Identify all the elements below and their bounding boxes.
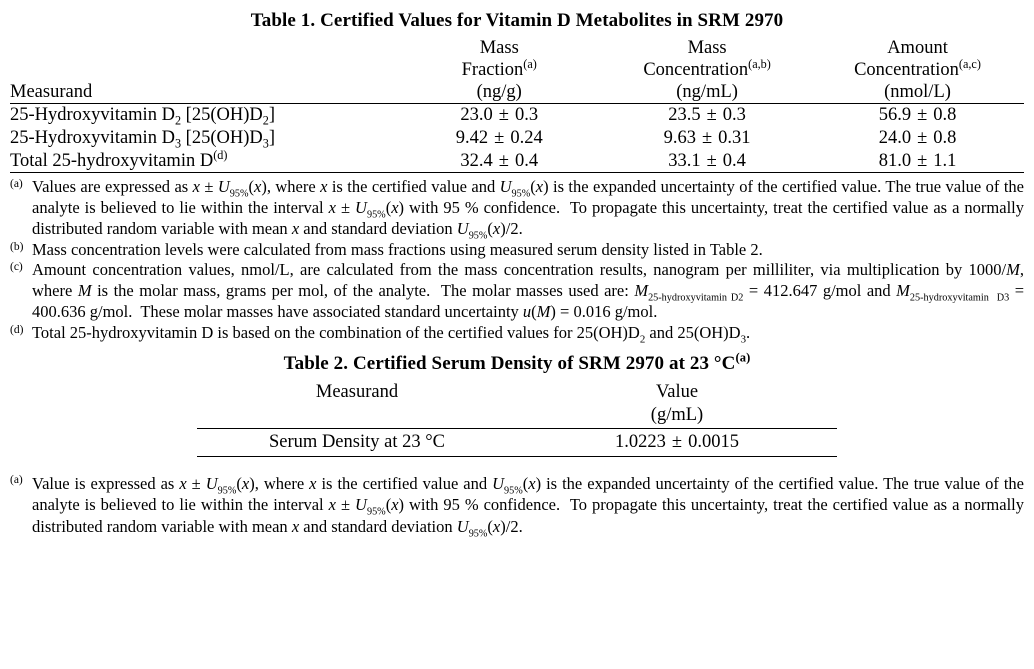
measurand-text: 25-Hydroxyvitamin D (10, 128, 175, 149)
header-units: (nmol/L) (884, 81, 951, 102)
uncertainty: 1.1 (933, 150, 957, 171)
uncertainty: 0.31 (718, 128, 751, 149)
row-amount-concentration (811, 127, 1024, 150)
footnote-text: Value is expressed as $x \pm U_{95\%}(x)$, where x is the certified value and $U_{95\%}(x)$ is the expanded uncertainty of the certified value. The true value of the analyte is believed to lie within the interval $x \pm U_{95\%}(x)$ with 95 % confidence. To propagate this uncertainty, treat the certified value as a normally distributed random variable with mean x and standard deviation $U_{95\%}(x)/2$. (32, 473, 1024, 539)
table2-row-value (517, 428, 837, 456)
table-row (10, 150, 1024, 173)
table1-header-measurand: Measurand (10, 82, 93, 103)
header-units: (ng/mL) (676, 81, 738, 102)
value: 24.0 (878, 128, 912, 149)
measurand-text2: [25(OH)D (181, 128, 263, 149)
header-line1: Amount (887, 38, 948, 58)
header-line1: Mass (479, 38, 519, 58)
measurand-text: 25-Hydroxyvitamin D (10, 105, 175, 126)
table2-title (10, 353, 1024, 375)
measurand-subscript2: 3 (262, 136, 269, 151)
footnote-text: Mass concentration levels were calculated from mass fractions using measured serum density listed in Table 2. (32, 239, 763, 259)
value: 32.4 (460, 150, 493, 171)
uncertainty: 0.4 (514, 150, 539, 171)
plus-minus-symbol: ± (917, 105, 928, 126)
uncertainty: 0.24 (510, 128, 543, 149)
value: 81.0 (878, 150, 912, 171)
header-line2: Concentration (643, 59, 749, 80)
table2-header-value (517, 381, 837, 428)
row-measurand (10, 104, 395, 127)
plus-minus-symbol: ± (706, 105, 717, 126)
plus-minus-symbol: ± (917, 128, 928, 149)
measurand-subscript: 3 (174, 136, 182, 151)
footnote-d (10, 323, 1024, 344)
value: 1.0223 (615, 431, 666, 452)
measurand-text2: [25(OH)D (181, 105, 263, 126)
value: 9.63 (663, 128, 697, 149)
uncertainty: 0.0015 (688, 431, 739, 452)
table2-header-row (197, 381, 837, 428)
header-footnote-marker: (a,b) (748, 56, 771, 71)
header-line2: Fraction (461, 59, 524, 80)
header-footnote-marker: (a,c) (958, 56, 981, 71)
row-amount-concentration (811, 150, 1024, 173)
header-text: Measurand (315, 382, 399, 403)
measurand-subscript: 2 (174, 114, 182, 129)
row-mass-concentration (603, 150, 811, 173)
footnote-text: Values are expressed as $x \pm U_{95\%}(x)$, where x is the certified value and $U_{95\%}(x)$ is the expanded uncertainty of the certified value. The true value of the analyte is believed to lie within the interval $x \pm U_{95\%}(x)$ with 95 % confidence. To propagate this uncertainty, treat the certified value as a normally distributed random variable with mean x and standard deviation $U_{95\%}(x)/2$. (32, 177, 1024, 242)
table2-section (10, 353, 1024, 456)
uncertainty: 0.8 (933, 128, 957, 149)
row-mass-fraction (395, 150, 603, 173)
value: 9.42 (455, 128, 489, 149)
footnote-a (10, 473, 1024, 537)
table-row (197, 428, 837, 456)
row-mass-fraction (395, 104, 603, 127)
uncertainty: 0.4 (722, 150, 746, 171)
footnote-marker: (a) (10, 473, 23, 486)
uncertainty: 0.3 (514, 105, 539, 126)
footnote-marker: (c) (10, 261, 23, 274)
footnote-b (10, 240, 1024, 261)
row-measurand (10, 147, 395, 173)
table-row (10, 104, 1024, 127)
footnote-text: Amount concentration values, nmol/L, are calculated from the mass concentration results, nanogram per milliliter, via multiplication by 1000/M, where M is the molar mass, grams per mol, of the analyte. The molar masses used are: $M_{25-hydroxyvitamin D2} = 412.647$ g/mol and $M_{25-hydroxyvitamin D3} = 400.636$ g/mol. These molar masses have associated standard uncertainty u(M) = 0.016 g/mol. (32, 260, 1024, 321)
footnote-c (10, 260, 1024, 322)
header-line2: Concentration (854, 59, 959, 80)
measurand-footnote-marker: (d) (213, 147, 228, 162)
measurand-text3: ] (268, 105, 276, 126)
table2-header-measurand (197, 381, 517, 428)
uncertainty: 0.3 (722, 105, 746, 126)
measurand-text: Total 25-hydroxyvitamin D (10, 150, 214, 171)
table1-title: Table 1. Certified Values for Vitamin D Metabolites in SRM 2970 (250, 10, 784, 31)
header-units: (g/mL) (650, 404, 704, 425)
plus-minus-symbol: ± (498, 150, 509, 171)
table1-header-row (10, 38, 1024, 104)
plus-minus-symbol: ± (498, 105, 509, 126)
table2-row-measurand: Serum Density at 23 °C (197, 428, 517, 456)
plus-minus-symbol: ± (702, 128, 713, 149)
table-row (10, 127, 1024, 150)
value: 33.1 (668, 150, 701, 171)
header-text: Value (655, 382, 699, 403)
footnote-marker: (d) (10, 323, 24, 336)
header-line1: Mass (687, 38, 727, 58)
measurand-subscript2: 2 (262, 114, 269, 129)
footnote-text: Total 25-hydroxyvitamin D is based on the combination of the certified values for $25(OH)D_2$ and $25(OH)D_3$. (32, 322, 751, 345)
table1-header-amount-concentration (811, 38, 1024, 104)
header-footnote-marker: (a) (523, 56, 537, 71)
footnote-a (10, 177, 1024, 242)
table1 (10, 38, 1024, 173)
row-measurand (10, 127, 395, 150)
value: 23.0 (460, 105, 493, 126)
table2-footnotes (10, 473, 1024, 537)
table1-header-mass-fraction (395, 38, 603, 104)
footnote-marker: (a) (10, 178, 23, 191)
plus-minus-symbol: ± (671, 431, 683, 452)
plus-minus-symbol: ± (917, 150, 928, 171)
footnote-marker: (b) (10, 240, 24, 253)
table2-title-text: Table 2. Certified Serum Density of SRM 2970 at 23 °C (283, 353, 736, 375)
value: 23.5 (668, 105, 701, 126)
row-amount-concentration (811, 104, 1024, 127)
plus-minus-symbol: ± (706, 150, 717, 171)
row-mass-concentration (603, 104, 811, 127)
table2-title-footnote-marker: (a) (735, 351, 751, 366)
measurand-text3: ] (268, 128, 276, 149)
table1-footnotes (10, 177, 1024, 343)
uncertainty: 0.8 (933, 105, 957, 126)
header-units: (ng/g) (476, 81, 522, 102)
row-mass-fraction (395, 127, 603, 150)
value: 56.9 (878, 105, 912, 126)
table2 (197, 381, 837, 456)
table1-header-mass-concentration (603, 38, 811, 104)
row-mass-concentration (603, 127, 811, 150)
plus-minus-symbol: ± (494, 128, 505, 149)
